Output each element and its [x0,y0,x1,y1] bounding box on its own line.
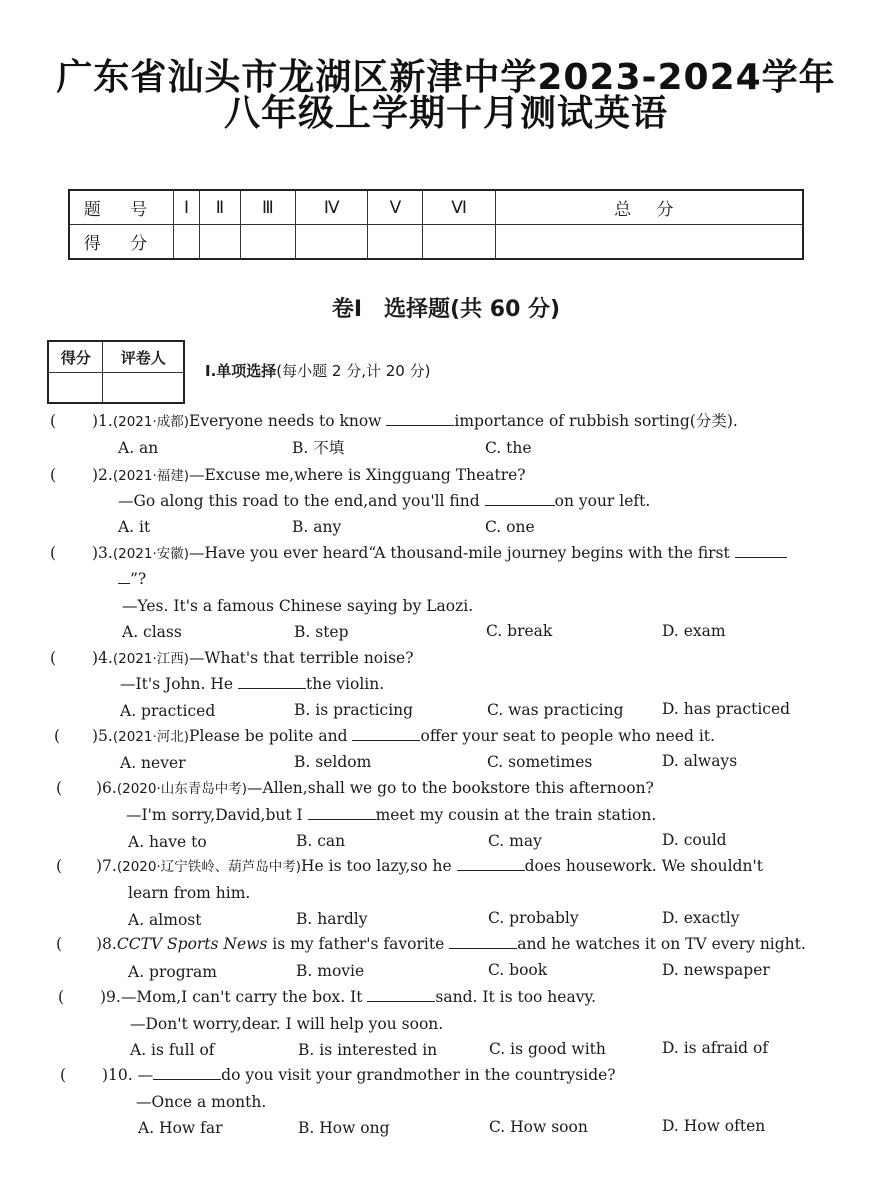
question-text: —Excuse me,where is Xingguang Theatre? [189,466,526,484]
question-number: )4. [92,649,113,667]
question-text: does housework. We shouldn't [524,857,763,875]
question-source: (2021·成都) [112,414,190,430]
question-text: ”? [130,570,147,588]
answer-paren[interactable]: ( [60,1066,67,1084]
answer-paren[interactable]: ( [50,544,57,562]
option-c: C. How soon [489,1118,588,1136]
question-text: —What's that terrible noise? [189,649,414,667]
question-4 [92,648,414,669]
answer-blank[interactable] [457,856,525,871]
question-text: Everyone needs to know [189,412,387,430]
option-b: B. seldom [294,753,372,771]
option-a: A. How far [138,1119,223,1137]
option-d: D. could [662,831,727,849]
question-text: do you visit your grandmother in the countryside? [221,1066,616,1084]
question-source: (2020·辽宁铁岭、葫芦岛中考) [116,859,302,875]
score-col-5: Ⅴ [368,190,423,225]
answer-paren[interactable]: ( [50,412,57,430]
option-d: D. How often [662,1117,766,1135]
question-text: —It's John. He [120,675,238,693]
score-col-2: Ⅱ [200,190,241,225]
option-a: A. have to [128,833,207,851]
question-9 [100,987,596,1007]
question-5 [92,726,715,747]
question-number: )1. [92,412,113,430]
question-source: (2021·福建) [112,468,190,484]
score-table-row2-label: 得 分 [69,225,174,260]
answer-blank[interactable] [735,543,787,558]
option-b: B. can [296,832,346,850]
question-10-line2: —Once a month. [136,1093,267,1111]
question-text: —Allen,shall we go to the bookstore this afternoon? [247,779,654,797]
option-a: A. program [128,963,217,981]
question-8 [96,934,806,954]
question-text: importance of rubbish sorting(分类). [454,412,738,430]
question-text: He is too lazy,so he [301,857,457,875]
section-title: 卷Ⅰ 选择题(共 60 分) [331,297,561,322]
program-name: CCTV Sports News [116,935,268,953]
question-text: sand. It is too heavy. [435,988,597,1006]
question-3-line2: —Yes. It's a famous Chinese saying by Laozi. [122,597,474,615]
answer-blank[interactable] [367,987,435,1002]
score-table-score-row [69,225,803,260]
option-b: B. 不填 [292,439,345,457]
option-a: A. is full of [130,1041,215,1059]
question-text: is my father's favorite [267,935,450,953]
question-number: )6. [96,779,117,797]
grader-table [47,340,185,404]
grader-score-label: 得分 [48,341,103,373]
question-text: offer your seat to people who need it. [420,727,715,745]
option-c: C. may [488,832,542,850]
answer-paren[interactable]: ( [56,935,63,953]
question-text: —Mom,I can't carry the box. It [120,988,368,1006]
question-6-line2 [126,805,656,825]
option-b: B. step [294,623,349,641]
option-a: A. almost [128,911,202,929]
page-title-line1: 广东省汕头市龙湖区新津中学2023-2024学年 [56,57,836,98]
question-text: —Have you ever heard“A thousand-mile journey begins with the first [189,544,735,562]
answer-blank[interactable] [352,726,420,741]
option-d: D. has practiced [662,700,791,718]
question-source: (2021·河北) [112,729,190,745]
question-10 [102,1065,616,1085]
part-heading-label: Ⅰ.单项选择 [205,362,277,380]
option-c: C. was practicing [487,701,624,719]
option-c: C. sometimes [487,753,593,771]
option-c: C. book [488,961,548,979]
question-7-line2: learn from him. [128,884,251,902]
answer-paren[interactable]: ( [56,779,63,797]
question-text: —I'm sorry,David,but I [126,806,308,824]
score-col-1: Ⅰ [174,190,200,225]
answer-paren[interactable]: ( [50,466,57,484]
question-number: )5. [92,727,113,745]
score-col-3: Ⅲ [240,190,295,225]
question-text: and he watches it on TV every night. [517,935,806,953]
grader-name-label: 评卷人 [103,341,184,373]
question-2-line2 [118,491,650,511]
score-table-row1-label: 题 号 [69,190,174,225]
option-b: B. any [292,518,342,536]
question-text: Please be polite and [189,727,353,745]
answer-blank[interactable] [118,569,130,584]
question-number: )8. [96,935,117,953]
score-cell[interactable] [296,225,368,260]
question-number: )3. [92,544,113,562]
answer-paren[interactable]: ( [54,727,61,745]
question-number: )2. [92,466,113,484]
question-6 [96,778,654,799]
question-2 [92,465,526,486]
answer-blank[interactable] [386,411,454,426]
page-title-line2: 八年级上学期十月测试英语 [223,93,668,134]
option-a: A. class [122,623,182,641]
option-a: A. an [118,439,159,457]
grader-name-cell[interactable] [103,373,184,404]
question-3-cont [118,569,146,589]
score-cell[interactable] [174,225,200,260]
question-9-line2: —Don't worry,dear. I will help you soon. [130,1015,444,1033]
score-table [68,189,804,260]
option-a: A. never [120,754,186,772]
option-c: C. the [485,439,532,457]
score-table-header-row [69,190,803,225]
answer-paren[interactable]: ( [58,988,65,1006]
option-b: B. is practicing [294,701,414,719]
question-text: —Go along this road to the end,and you'll find [118,492,485,510]
question-number: )10. [102,1066,133,1084]
option-b: B. How ong [298,1119,390,1137]
grader-score-cell[interactable] [48,373,103,404]
score-cell[interactable] [240,225,295,260]
answer-blank[interactable] [449,934,517,949]
option-d: D. is afraid of [662,1039,769,1057]
option-a: A. practiced [120,702,216,720]
part-heading-note: (每小题 2 分,计 20 分) [276,362,431,380]
score-col-total: 总 分 [495,190,803,225]
option-b: B. is interested in [298,1041,438,1059]
answer-paren[interactable]: ( [50,649,57,667]
question-7 [96,856,763,877]
option-c: C. break [486,622,553,640]
option-d: D. newspaper [662,961,770,979]
question-1 [92,411,738,432]
option-b: B. movie [296,962,365,980]
question-4-line2 [120,674,384,694]
score-cell[interactable] [200,225,241,260]
question-text: meet my cousin at the train station. [375,806,657,824]
score-col-4: Ⅳ [296,190,368,225]
option-d: D. always [662,752,738,770]
score-col-6: Ⅵ [423,190,495,225]
option-d: D. exam [662,622,726,640]
option-c: C. probably [488,909,579,927]
answer-blank[interactable] [308,805,376,820]
part-heading [205,360,430,381]
question-number: )9. [100,988,121,1006]
answer-blank[interactable] [485,491,555,506]
question-source: (2021·江西) [112,651,190,667]
option-d: D. exactly [662,909,740,927]
answer-blank[interactable] [238,674,306,689]
question-source: (2021·安徽) [112,546,190,562]
question-text: on your left. [554,492,651,510]
question-3 [92,543,787,564]
answer-blank[interactable] [153,1065,221,1080]
score-cell[interactable] [368,225,423,260]
score-cell[interactable] [495,225,803,260]
question-text: — [137,1066,154,1084]
question-text: the violin. [305,675,385,693]
score-cell[interactable] [423,225,495,260]
question-source: (2020·山东青岛中考) [116,781,248,797]
question-number: )7. [96,857,117,875]
answer-paren[interactable]: ( [56,857,63,875]
option-a: A. it [118,518,151,536]
option-b: B. hardly [296,910,368,928]
option-c: C. one [485,518,535,536]
option-c: C. is good with [489,1040,606,1058]
